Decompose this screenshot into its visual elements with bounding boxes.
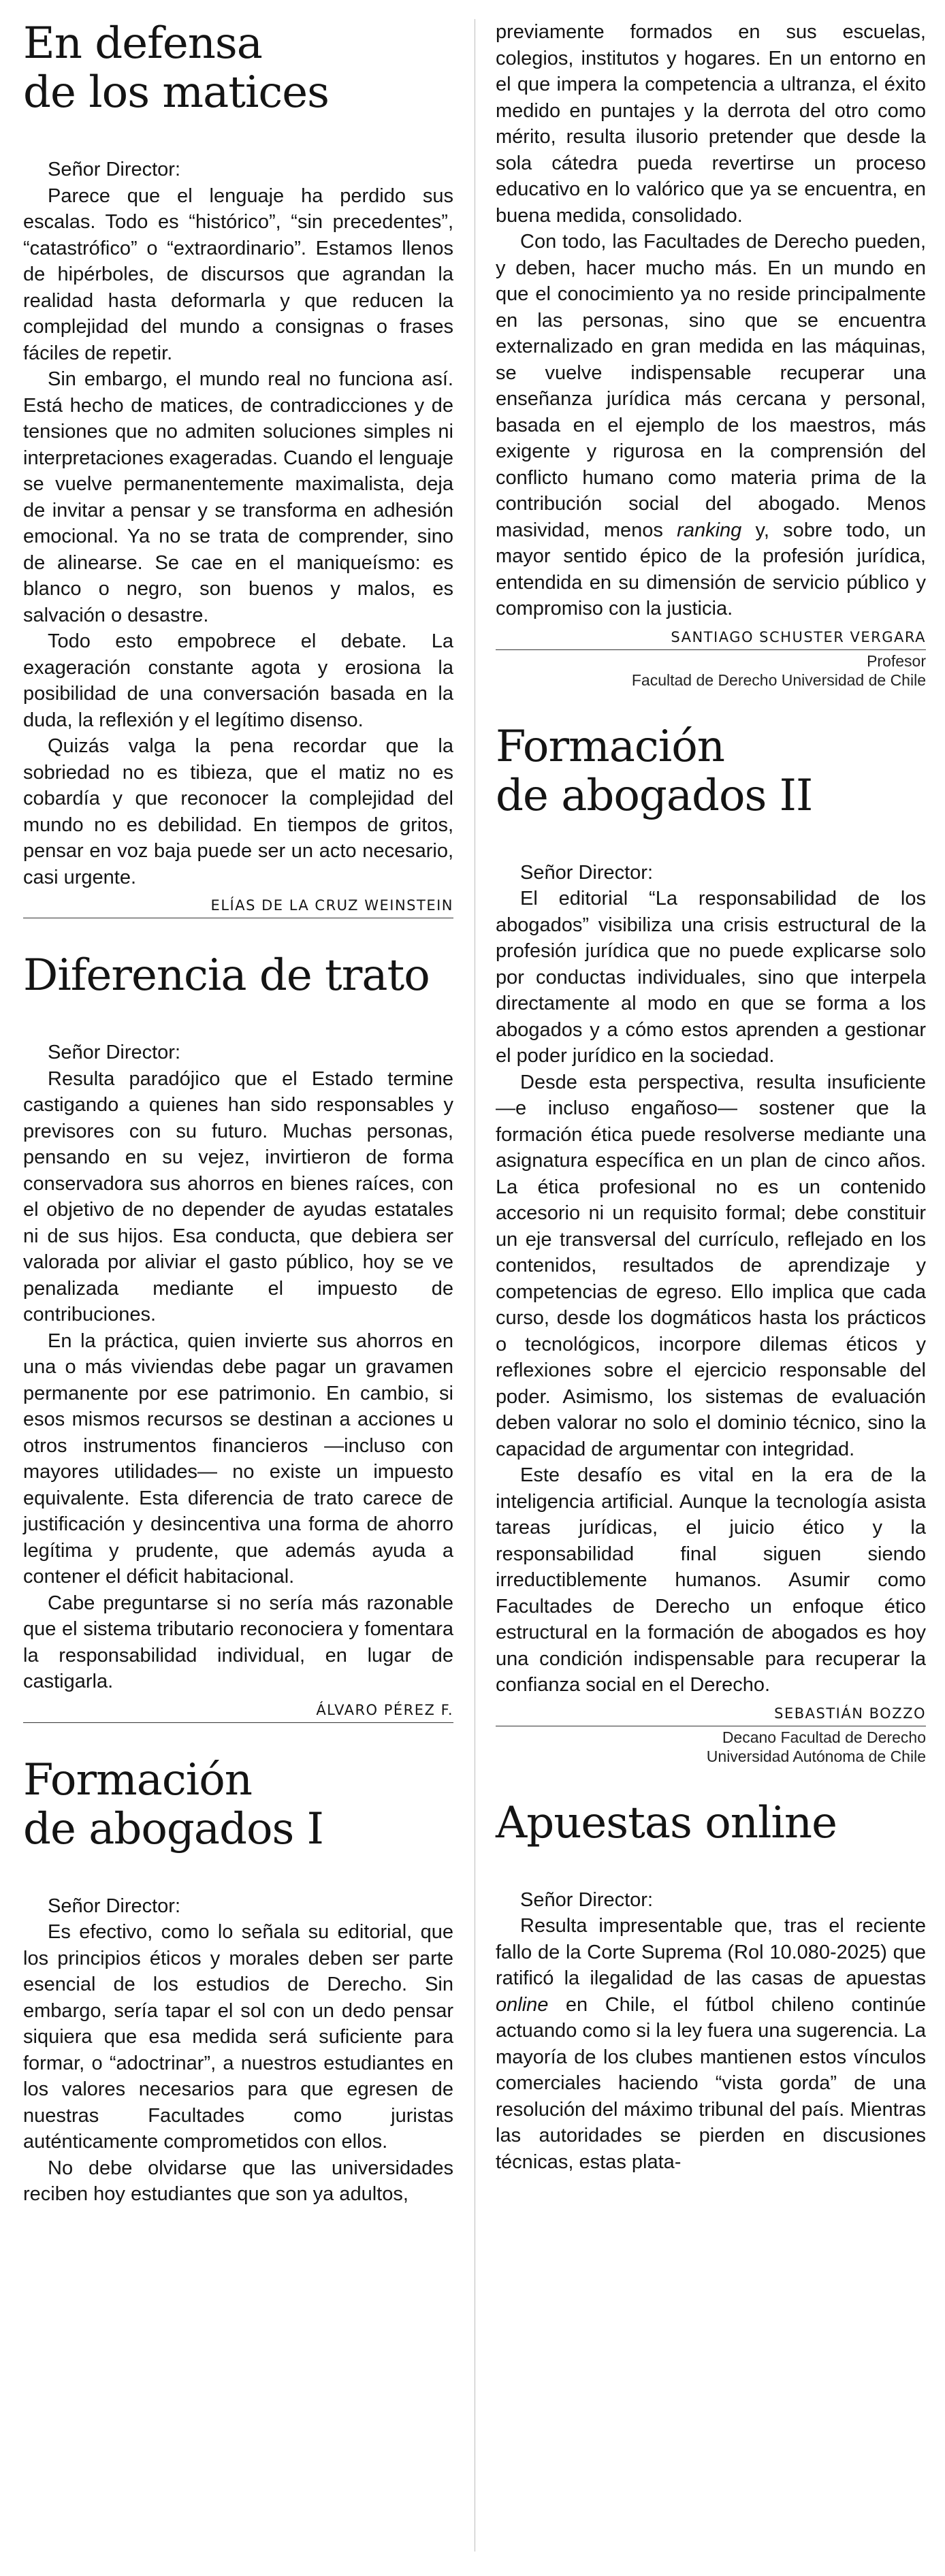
paragraph: Desde esta perspectiva, resulta insuficiente —e incluso engañoso— sostener que la formación ética puede resolverse mediante una asignatura específica en un plan de cinco años. La ética profesional no es un contenido accesorio ni un requisito formal; debe constituir un eje transversal del currículo, reflejado en los contenidos, resultados de aprendizaje y competencias de egreso. Ello implica que cada curso, desde los dogmáticos hasta los prácticos o tecnológicos, incorpore dilemas éticos y reflexiones sobre el ejercicio responsable del poder. Asimismo, los sistemas de evaluación deben valorar no solo el dominio técnico, sino la capacidad de argumentar con integridad.	[496, 1071, 926, 1460]
signature: SEBASTIÁN BOZZO	[496, 1698, 926, 1726]
paragraph: Quizás valga la pena recordar que la sobriedad no es tibieza, que el matiz no es cobardía y que reconocer la complejidad del mundo no es debilidad. En tiempos de gritos, pensar en voz baja puede ser un acto necesario, casi urgente.	[23, 735, 453, 888]
letter-formacion-abogados-ii	[496, 722, 926, 1766]
affiliation-line: Universidad Autónoma de Chile	[706, 1747, 926, 1765]
letter-formacion-abogados-i-continued	[496, 19, 926, 690]
signature: ELÍAS DE LA CRUZ WEINSTEIN	[23, 890, 453, 918]
paragraph: Con todo, las Facultades de Derecho pueden, y deben, hacer mucho más. En un mundo en que el conocimiento ya no reside principalmente en las personas, sino que se encuentra externalizado en gran medida en las máquinas, se vuelve indispensable recuperar una enseñanza jurídica más cercana y personal, basada en el ejemplo de los maestros, más exigente y rigurosa en la comprensión del conflicto humano como materia prima de la contribución social del abogado. Menos masividad, menos ranking y, sobre todo, un mayor sentido épico de la profesión jurídica, entendida en su dimensión de servicio público y compromiso con la justicia.	[496, 231, 926, 619]
letter-formacion-abogados-i	[23, 1756, 453, 2208]
letter-title	[23, 19, 453, 117]
paragraph: Parece que el lenguaje ha perdido sus escalas. Todo es “histórico”, “sin precedentes”, “catastrófico” o “extraordinario”. Estamos llenos de hipérboles, de discursos que agrandan la realidad hasta deformarla y que reducen la complejidad del mundo a consignas o frases fáciles de repetir.	[23, 184, 453, 364]
title-line: Formación	[23, 1754, 252, 1805]
greeting: Señor Director:	[48, 1042, 181, 1063]
paragraph: No debe olvidarse que las universidades reciben hoy estudiantes que son ya adultos,	[23, 2157, 453, 2205]
title-line: de los matices	[23, 67, 329, 118]
greeting: Señor Director:	[48, 1895, 181, 1917]
title-line: de abogados II	[496, 770, 813, 821]
letter-title	[496, 722, 926, 820]
title-line: de abogados I	[23, 1803, 323, 1854]
letter-apuestas-online	[496, 1799, 926, 2176]
paragraph: Cabe preguntarse si no sería más razonable que el sistema tributario reconociera y fomentara la responsabilidad individual, en lugar de castigarla.	[23, 1592, 453, 1692]
signature: ÁLVARO PÉREZ F.	[23, 1695, 453, 1723]
affiliation-line: Facultad de Derecho Universidad de Chile	[631, 671, 926, 689]
paragraph: Todo esto empobrece el debate. La exageración constante agota y erosiona la posibilidad de una conversación basada en la duda, la reflexión y el legítimo disenso.	[23, 630, 453, 731]
paragraph-continuation: previamente formados en sus escuelas, colegios, institutos y hogares. En un entorno en el que impera la competencia a ultranza, el éxito medido en puntajes y la derrota del otro como mérito, resulta ilusorio pretender que desde la sola cátedra pueda revertirse un proceso educativo en lo valórico que ya se encuentra, en buena medida, consolidado.	[496, 21, 926, 227]
paragraph: Resulta impresentable que, tras el reciente fallo de la Corte Suprema (Rol 10.080-2025) que ratificó la ilegalidad de las casas de apuestas online en Chile, el fútbol chileno continúe actuando como si la ley fuera una sugerencia. La mayoría de los clubes mantienen estos vínculos comerciales haciendo “vista gorda” de una resolución del máximo tribunal del país. Mientras las autoridades se pierden en discusiones técnicas, estas plata-	[496, 1915, 926, 2173]
title-line: En defensa	[23, 18, 262, 69]
title-line: Formación	[496, 721, 724, 772]
left-column	[23, 19, 453, 2240]
italic-word: ranking	[677, 519, 742, 541]
paragraph: Este desafío es vital en la era de la inteligencia artificial. Aunque la tecnología asista tareas jurídicas, el juicio ético y la responsabilidad final siguen siendo irreductiblemente humanos. Asumir como Facultades de Derecho un enfoque ético estructural en la formación de abogados es hoy una condición indispensable para recuperar la confianza social en el Derecho.	[496, 1464, 926, 1696]
paragraph: Sin embargo, el mundo real no funciona así. Está hecho de matices, de contradicciones y de tensiones que no admiten soluciones simples ni interpretaciones exageradas. Cuando el lenguaje se vuelve permanentemente maximalista, deja de invitar a pensar y se transforma en adhesión emocional. Ya no se trata de comprender, sino de alinearse. Se cae en el maniqueísmo: es blanco o negro, son buenos y malos, es salvación o desastre.	[23, 368, 453, 626]
affiliation-line: Profesor	[867, 651, 926, 670]
paragraph: En la práctica, quien invierte sus ahorros en una o más viviendas debe pagar un gravamen permanente por ese patrimonio. En cambio, si esos mismos recursos se destinan a acciones u otros instrumentos financieros —incluso con mayores utilidades— no existe un impuesto equivalente. Esta diferencia de trato carece de justificación y desincentiva una forma de ahorro legítima y prudente, que además ayuda a contener el déficit habitacional.	[23, 1330, 453, 1588]
title-line: Diferencia de trato	[23, 950, 430, 1001]
letter-title	[496, 1799, 926, 1848]
title-line: Apuestas online	[496, 1797, 837, 1848]
paragraph: El editorial “La responsabilidad de los abogados” visibiliza una crisis estructural de la profesión jurídica que no puede explicarse solo por conductas individuales, sino que interpela directamente al modo en que se forma a los abogados y a cómo estos aprenden a gestionar el poder jurídico en la sociedad.	[496, 888, 926, 1067]
letter-title	[23, 951, 453, 1000]
letter-en-defensa	[23, 19, 453, 918]
italic-word: online	[496, 1993, 549, 2016]
greeting: Señor Director:	[520, 861, 654, 884]
paragraph: Resulta paradójico que el Estado termine castigando a quienes han sido responsables y previsores con su futuro. Muchas personas, pensando en su vejez, invirtieron de forma conservadora sus ahorros en bienes raíces, con el objetivo de no depender de ayudas estatales ni de sus hijos. Esa conducta, que debiera ser valorada por aliviar el gasto público, hoy se ve penalizada mediante el impuesto de contribuciones.	[23, 1067, 453, 1325]
greeting: Señor Director:	[520, 1888, 654, 1911]
right-column	[496, 19, 926, 2208]
paragraph: Es efectivo, como lo señala su editorial, que los principios éticos y morales deben ser parte esencial de los estudios de Derecho. Sin embargo, sería tapar el sol con un dedo pensar siquiera que esa medida será suficiente para formar, o “adoctrinar”, a nuestros estudiantes en los valores necesarios para que egresen de nuestras Facultades como juristas auténticamente comprometidos con ellos.	[23, 1921, 453, 2153]
letter-title	[23, 1756, 453, 1854]
greeting: Señor Director:	[48, 159, 181, 180]
letter-diferencia-de-trato	[23, 951, 453, 1723]
signature: SANTIAGO SCHUSTER VERGARA	[496, 622, 926, 650]
affiliation-line: Decano Facultad de Derecho	[722, 1728, 926, 1746]
